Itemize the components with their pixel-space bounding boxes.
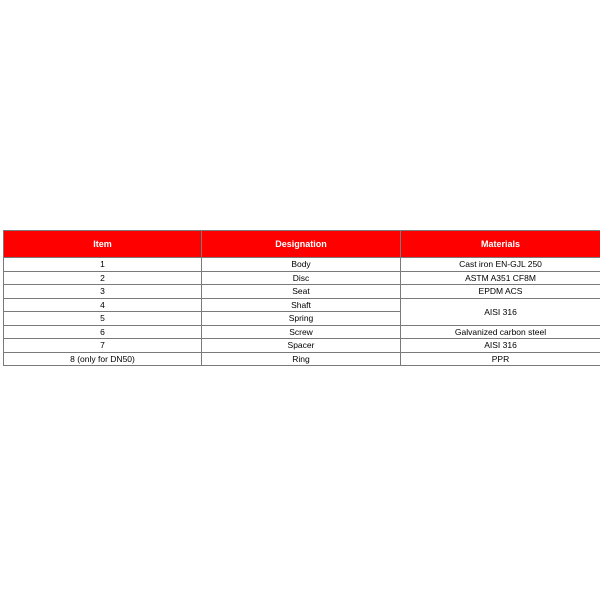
material-cell: Cast iron EN-GJL 250: [401, 258, 600, 272]
item-cell: 2: [4, 271, 202, 285]
item-cell: 3: [4, 285, 202, 299]
material-cell: EPDM ACS: [401, 285, 600, 299]
material-cell-merged: AISI 316: [401, 298, 600, 325]
item-cell: 5: [4, 312, 202, 326]
table-row: [4, 285, 600, 299]
materials-table: [3, 230, 600, 366]
designation-cell: Spacer: [202, 339, 401, 353]
designation-cell: Shaft: [202, 298, 401, 312]
table-row: [4, 339, 600, 353]
column-header-materials: Materials: [401, 231, 600, 258]
item-cell: 7: [4, 339, 202, 353]
table-row: [4, 352, 600, 366]
designation-cell: Seat: [202, 285, 401, 299]
table-row: [4, 271, 600, 285]
material-cell: AISI 316: [401, 339, 600, 353]
designation-cell: Spring: [202, 312, 401, 326]
designation-cell: Screw: [202, 325, 401, 339]
table-header-row: [4, 231, 600, 258]
table-row: [4, 325, 600, 339]
designation-cell: Disc: [202, 271, 401, 285]
item-cell: 1: [4, 258, 202, 272]
material-cell: PPR: [401, 352, 600, 366]
column-header-designation: Designation: [202, 231, 401, 258]
item-cell: 4: [4, 298, 202, 312]
material-cell: Galvanized carbon steel: [401, 325, 600, 339]
designation-cell: Ring: [202, 352, 401, 366]
item-cell: 6: [4, 325, 202, 339]
table-row: [4, 298, 600, 312]
material-cell: ASTM A351 CF8M: [401, 271, 600, 285]
item-cell: 8 (only for DN50): [4, 352, 202, 366]
table-row: [4, 258, 600, 272]
column-header-item: Item: [4, 231, 202, 258]
designation-cell: Body: [202, 258, 401, 272]
